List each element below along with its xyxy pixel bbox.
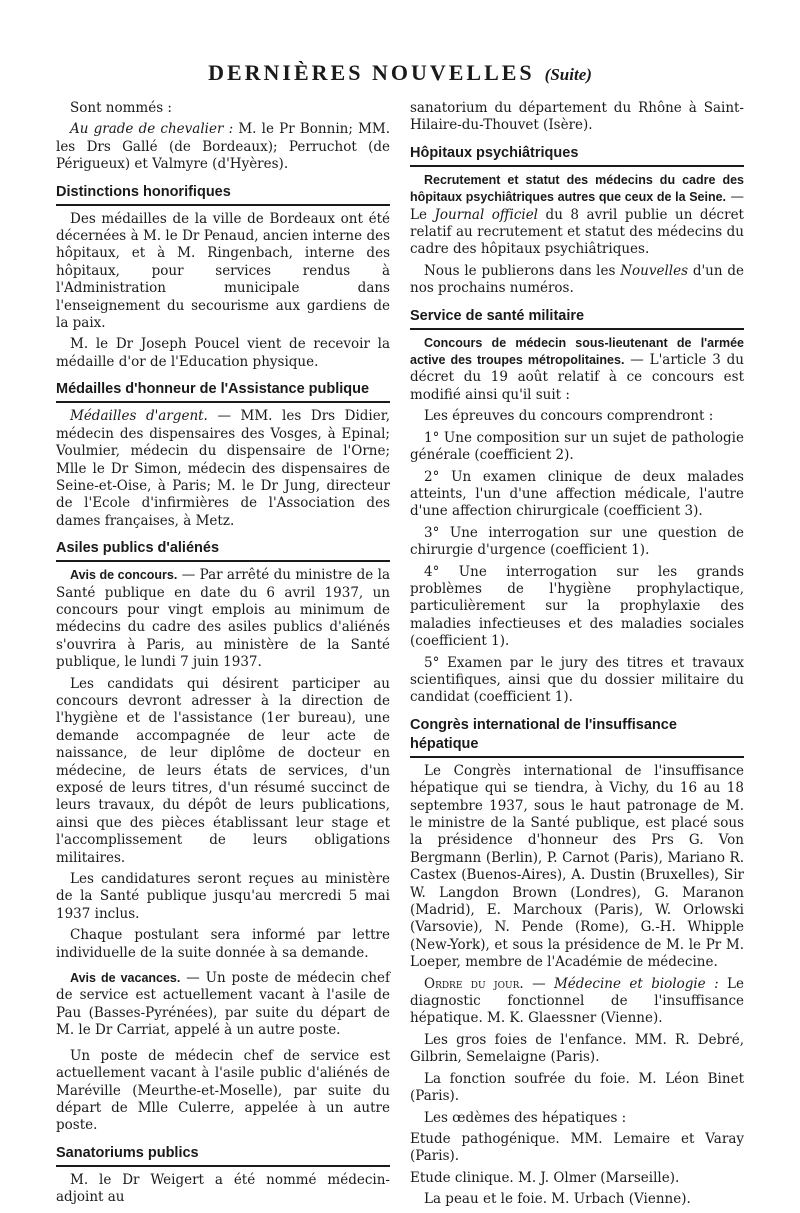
sanatorium-continuation: sanatorium du département du Rhône à Saint-Hilaire-du-Thouvet (Isère). xyxy=(410,100,744,134)
asiles-concours-lead: Avis de concours. xyxy=(70,568,178,583)
asiles-vacances-paragraph xyxy=(56,970,390,1040)
congres-heading: Congrès international de l'insuffisance hépatique xyxy=(410,716,744,758)
asiles-concours-text: — Par arrêté du ministre de la Santé publique en date du 6 avril 1937, un concours pour vingt emplois au minimum de médecins du cadre des asiles publics d'aliénés s'ouvrira à Paris, au ministère de la Santé publique, le lundi 7 juin 1937. xyxy=(56,567,390,671)
left-column xyxy=(56,100,390,1211)
hopitaux-paragraph-2 xyxy=(410,263,744,298)
service-item: 4° Une interrogation sur les grands problèmes de l'hygiène prophylactique, particulièrement sur la prophylaxie des maladies infectieuses et des maladies sociales (coefficient 1). xyxy=(410,563,744,650)
medailles-text: — MM. les Drs Didier, médecin des dispensaires des Vosges, à Epinal; Voulmier, médecin du dispensaire de l'Orne; Mlle le Dr Simon, médecin des dispensaires de Seine-et-Oise, à Paris; M. le Dr Jung, directeur de l'Ecole d'infirmières de l'Association des dames françaises, à Metz. xyxy=(56,408,391,529)
distinctions-paragraph-2: M. le Dr Joseph Poucel vient de recevoir la médaille d'or de l'Education physique. xyxy=(56,336,390,370)
asiles-vacances-lead: Avis de vacances. xyxy=(70,971,181,986)
service-item: 2° Un examen clinique de deux malades atteints, l'un d'une affection médicale, l'autre d'une affection chirurgicale (coefficient 3). xyxy=(410,468,744,520)
congres-line: Les œdèmes des hépatiques : xyxy=(424,1109,627,1126)
congres-ordre-theme: Médecine et biologie : xyxy=(553,975,719,992)
congres-line: La fonction soufrée du foie. M. Léon Binet (Paris). xyxy=(410,1070,744,1105)
hopitaux-journal: Journal officiel xyxy=(434,206,538,223)
hopitaux-p2-pre: Nous le publierons dans les xyxy=(424,262,616,279)
hopitaux-p2-italic: Nouvelles xyxy=(620,262,689,279)
service-item: 3° Une interrogation sur une question de chirurgie d'urgence (coefficient 1). xyxy=(410,524,744,559)
service-lead: Concours de médecin sous-lieutenant de l'armée active des troupes métropolitaines. xyxy=(410,335,744,368)
hopitaux-text-pre: — Le xyxy=(410,189,744,223)
hopitaux-paragraph xyxy=(410,172,744,259)
service-text: — L'article 3 du décret du 19 août relatif à ce concours est modifié ainsi qu'il suit : xyxy=(410,352,744,403)
nominations-text xyxy=(56,121,390,173)
page-header xyxy=(0,60,800,86)
congres-ordre-lead: Ordre du jour. xyxy=(424,975,524,992)
hopitaux-text-post: du 8 avril publie un décret relatif au recrutement et statut des médecins du cadre des hôpitaux psychiâtriques. xyxy=(410,206,744,258)
nominations-grade: Au grade de chevalier : xyxy=(70,121,234,138)
service-intro: Les épreuves du concours comprendront : xyxy=(424,408,714,425)
page-title-suite: (Suite) xyxy=(544,65,592,84)
congres-ordre-paragraph xyxy=(410,976,744,1028)
asiles-concours-paragraph xyxy=(56,567,390,671)
distinctions-heading: Distinctions honorifiques xyxy=(56,183,390,206)
congres-ordre-text: Le diagnostic fonctionnel de l'insuffisance hépatique. M. K. Glaessner (Vienne). xyxy=(410,975,744,1027)
congres-line: Etude pathogénique. MM. Lemaire et Varay (Paris). xyxy=(410,1130,744,1165)
congres-line: Les gros foies de l'enfance. MM. R. Debré, Gilbrin, Semelaigne (Paris). xyxy=(410,1031,744,1066)
page-title: DERNIÈRES NOUVELLES xyxy=(208,60,535,85)
asiles-heading: Asiles publics d'aliénés xyxy=(56,539,390,562)
asiles-vacances-text: — Un poste de médecin chef de service est actuellement vacant à l'asile de Pau (Basses-Pyrénées), par suite du départ de M. le Dr Carriat, appelé à un autre poste. xyxy=(56,970,390,1039)
sanatoriums-text: M. le Dr Weigert a été nommé médecin-adjoint au xyxy=(56,1171,390,1206)
hopitaux-heading: Hôpitaux psychiâtriques xyxy=(410,144,744,167)
service-item: 5° Examen par le jury des titres et travaux scientifiques, ainsi que du dossier militaire du candidat (coefficient 1). xyxy=(410,654,744,706)
sanatoriums-heading: Sanatoriums publics xyxy=(56,1144,390,1167)
service-item: 1° Une composition sur un sujet de pathologie générale (coefficient 2). xyxy=(410,429,744,464)
congres-line: Etude clinique. M. J. Olmer (Marseille). xyxy=(410,1169,680,1186)
asiles-paragraph-2: Les candidats qui désirent participer au concours devront adresser à la direction de l'hygiène et de l'assistance (1er bureau), une demande accompagnée de leur acte de naissance, de leur diplôme de docteur en médecine, de leurs états de services, d'un exposé de leurs titres, d'un résumé succinct de leurs travaux, du dépôt de leurs publications, ainsi que des pièces établissant leur stage et l'accomplissement de leurs obligations militaires. xyxy=(56,675,390,866)
congres-paragraph-1: Le Congrès international de l'insuffisance hépatique qui se tiendra, à Vichy, du 16 au 18 septembre 1937, sous le haut patronage de M. le ministre de la Santé publique, est placé sous la présidence d'honneur des Prs G. Von Bergmann (Berlin), P. Carnot (Paris), Mariano R. Castex (Buenos-Aires), A. Dustin (Bruxelles), Sir W. Langdon Brown (Londres), G. Maranon (Madrid), E. Marchoux (Paris), W. Orlowski (Varsovie), N. Pende (Rome), G.-H. Whipple (New-York), et sous la présidence de M. le Pr M. Loeper, membre de l'Académie de médecine. xyxy=(410,762,744,971)
nominations-names: M. le Pr Bonnin; MM. les Drs Gallé (de Bordeaux); Perruchot (de Périgueux) et Valmyre (d'Hyères). xyxy=(56,121,391,173)
asiles-paragraph-3: Les candidatures seront reçues au ministère de la Santé publique jusqu'au mercredi 5 mai 1937 inclus. xyxy=(56,871,390,922)
congres-line: La peau et le foie. M. Urbach (Vienne). xyxy=(424,1191,691,1208)
medailles-paragraph xyxy=(56,408,390,530)
medailles-lead: Médailles d'argent. xyxy=(70,408,208,425)
service-paragraph xyxy=(410,335,744,405)
asiles-paragraph-4: Chaque postulant sera informé par lettre individuelle de la suite donnée à sa demande. xyxy=(56,927,390,961)
asiles-paragraph-6: Un poste de médecin chef de service est actuellement vacant à l'asile public d'aliénés de Maréville (Meurthe-et-Moselle), par suite du départ de Mlle Culerre, appelée à un autre poste. xyxy=(56,1047,390,1134)
right-column xyxy=(410,100,744,1213)
nominations-intro: Sont nommés : xyxy=(70,100,172,116)
congres-ordre-dash: — xyxy=(532,975,546,992)
service-heading: Service de santé militaire xyxy=(410,307,744,330)
hopitaux-lead: Recrutement et statut des médecins du cadre des hôpitaux psychiâtriques autres que ceux de la Seine. xyxy=(410,172,744,205)
distinctions-paragraph-1: Des médailles de la ville de Bordeaux ont été décernées à M. le Dr Penaud, ancien interne des hôpitaux, et à M. Ringenbach, interne des hôpitaux, pour services rendus à l'Administration municipale dans l'enseignement du secourisme aux gardiens de la paix. xyxy=(56,210,390,332)
medailles-heading: Médailles d'honneur de l'Assistance publique xyxy=(56,380,390,403)
hopitaux-p2-post: d'un de nos prochains numéros. xyxy=(410,262,744,297)
